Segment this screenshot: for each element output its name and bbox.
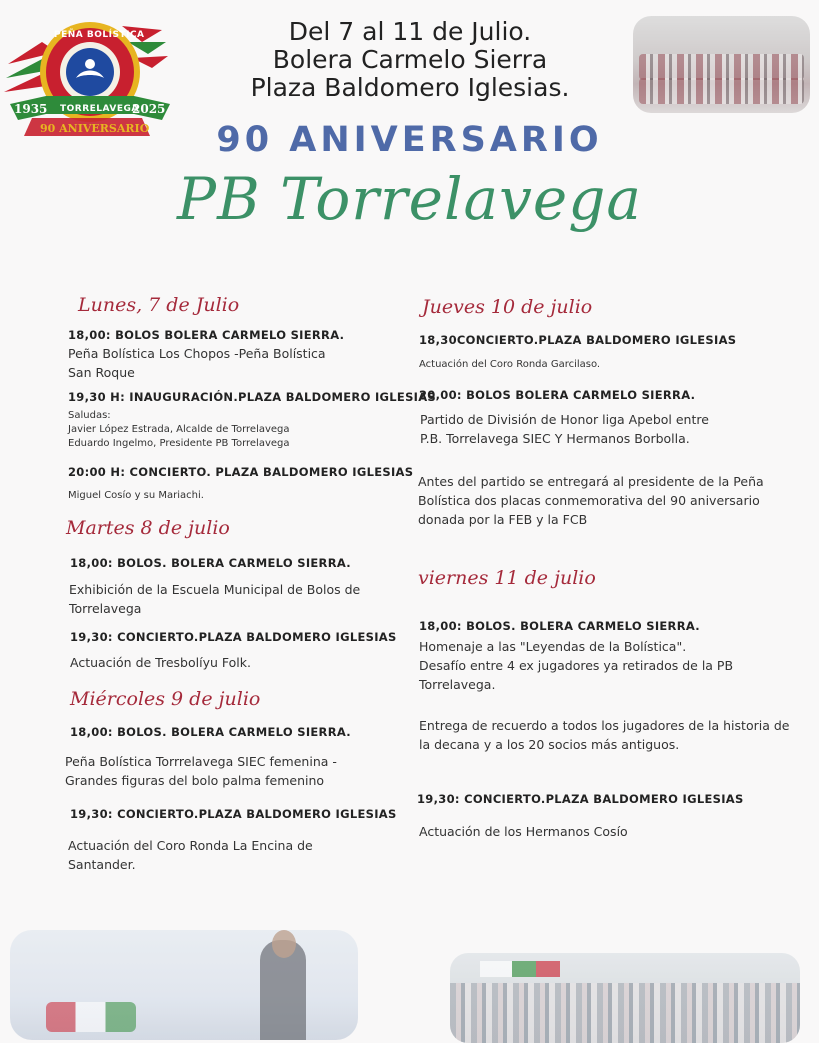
description-line: Bolística dos placas conmemorativa del 90 aniversario [418, 493, 760, 508]
event-heading: 18,00: BOLOS. BOLERA CARMELO SIERRA. [70, 725, 351, 739]
description-line: P.B. Torrelavega SIEC Y Hermanos Borbolla. [420, 431, 690, 446]
description-line: donada por la FEB y la FCB [418, 512, 588, 527]
description-line: Peña Bolística Torrrelavega SIEC femenina - [65, 754, 337, 769]
event-description [69, 580, 360, 618]
description-line: Actuación de los Hermanos Cosío [419, 824, 628, 839]
event-heading: 19,30: CONCIERTO.PLAZA BALDOMERO IGLESIAS [417, 792, 744, 806]
description-line: Entrega de recuerdo a todos los jugadores de la historia de [419, 718, 790, 733]
singer-head [272, 930, 296, 958]
event-heading: 19,30: CONCIERTO.PLAZA BALDOMERO IGLESIAS [70, 630, 397, 644]
choir-row-back [639, 54, 804, 80]
description-line: Desafío entre 4 ex jugadores ya retirados de la PB [419, 658, 734, 673]
logo-year-start: 1935 [14, 102, 48, 116]
description-line: Partido de División de Honor liga Apebol entre [420, 412, 709, 427]
plaque-note [418, 472, 764, 529]
flag-decoration [46, 1002, 136, 1032]
anniversary-title: 90 ANIVERSARIO [216, 120, 603, 160]
event-description [68, 489, 204, 503]
event-heading: 20,00: BOLOS BOLERA CARMELO SIERRA. [419, 388, 696, 402]
description-line: Exhibición de la Escuela Municipal de Bolos de [69, 582, 361, 597]
event-description [65, 752, 337, 790]
event-description [68, 836, 313, 874]
event-heading: 18,00: BOLOS BOLERA CARMELO SIERRA. [68, 328, 345, 342]
logo-ring-text: PEÑA BOLÍSTICA [54, 30, 145, 40]
description-line: Saludas: [68, 410, 111, 421]
event-description [419, 822, 628, 841]
event-heading: 19,30: CONCIERTO.PLAZA BALDOMERO IGLESIAS [70, 807, 397, 821]
event-description [70, 653, 251, 672]
logo-year-end: 2025 [132, 102, 166, 116]
event-heading: 18,00: BOLOS. BOLERA CARMELO SIERRA. [419, 619, 700, 633]
description-line: Actuación del Coro Ronda La Encina de [68, 838, 313, 853]
header-line-plaza: Plaza Baldomero Iglesias. [250, 73, 570, 102]
event-heading: 18,00: BOLOS. BOLERA CARMELO SIERRA. [70, 556, 351, 570]
event-heading: 18,30CONCIERTO.PLAZA BALDOMERO IGLESIAS [419, 333, 737, 347]
banner [480, 961, 560, 977]
event-description [419, 716, 789, 754]
day-title-friday: viernes 11 de julio [418, 567, 596, 589]
description-line: Homenaje a las "Leyendas de la Bolística". [419, 639, 687, 654]
description-line: Actuación de Tresbolíyu Folk. [70, 655, 251, 670]
event-description [68, 409, 290, 451]
logo-bottom-text: TORRELAVEGA [60, 104, 139, 114]
description-line: Eduardo Ingelmo, Presidente PB Torrelavega [68, 438, 290, 449]
day-title-tuesday: Martes 8 de julio [66, 517, 230, 539]
description-line: San Roque [68, 365, 135, 380]
description-line: Actuación del Coro Ronda Garcilaso. [419, 359, 601, 370]
day-title-wednesday: Miércoles 9 de julio [70, 688, 261, 710]
event-dates-location [190, 18, 630, 102]
description-line: Torrelavega [69, 601, 142, 616]
description-line: Torrelavega. [419, 677, 496, 692]
description-line: Miguel Cosío y su Mariachi. [68, 490, 204, 501]
audience-photo [450, 953, 800, 1043]
event-description [419, 637, 733, 694]
description-line: Grandes figuras del bolo palma femenino [65, 773, 325, 788]
choir-photo [633, 16, 810, 113]
description-line: Peña Bolística Los Chopos -Peña Bolística [68, 346, 326, 361]
day-title-monday: Lunes, 7 de Julio [78, 294, 240, 316]
header-line-dates: Del 7 al 11 de Julio. [288, 17, 532, 46]
event-description [419, 358, 600, 372]
event-heading: 19,30 H: INAUGURACIÓN.PLAZA BALDOMERO IGLESIAS [68, 390, 437, 404]
event-description [68, 344, 326, 382]
description-line: Javier López Estrada, Alcalde de Torrelavega [68, 424, 290, 435]
event-heading: 20:00 H: CONCIERTO. PLAZA BALDOMERO IGLESIAS [68, 465, 414, 479]
description-line: la decana y a los 20 socios más antiguos. [419, 737, 680, 752]
audience-crowd [450, 983, 800, 1043]
club-name-title: PB Torrelavega [177, 165, 642, 233]
header-line-bolera: Bolera Carmelo Sierra [272, 45, 548, 74]
day-title-thursday: Jueves 10 de julio [422, 296, 593, 318]
logo-ribbon-text: 90 ANIVERSARIO [40, 122, 150, 135]
event-description [420, 410, 709, 448]
description-line: Antes del partido se entregará al presidente de la Peña [418, 474, 764, 489]
description-line: Santander. [68, 857, 136, 872]
choir-row-front [639, 78, 804, 104]
